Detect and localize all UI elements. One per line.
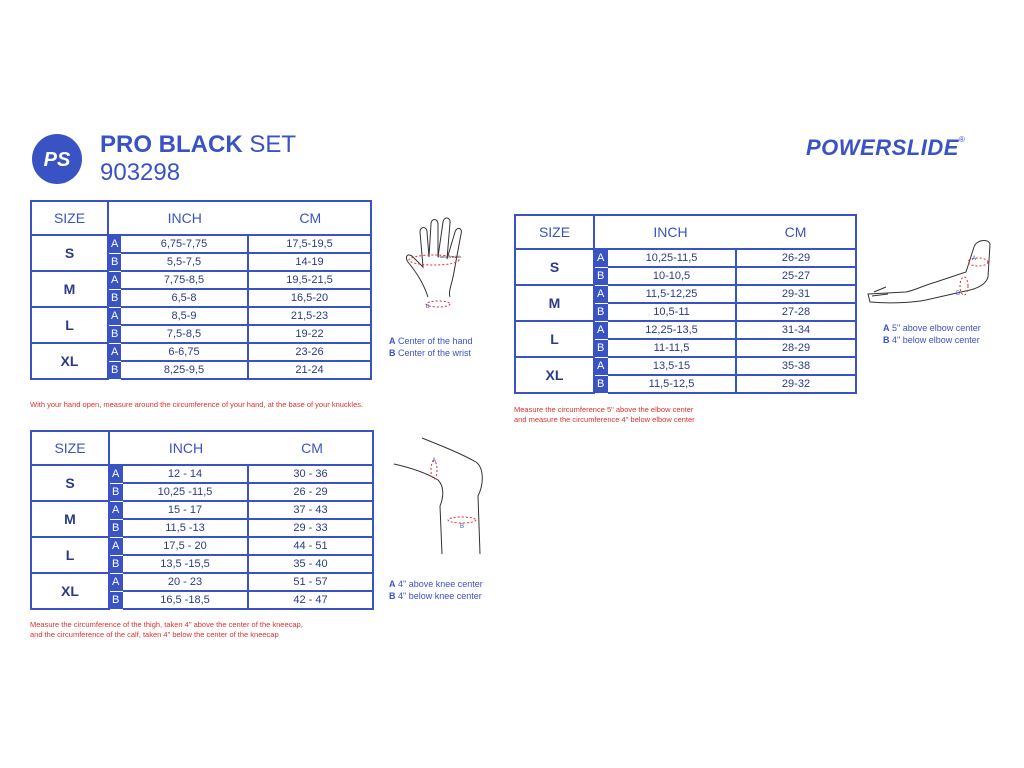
size-label: S: [31, 235, 108, 271]
table-row: [31, 307, 371, 325]
cm-column-header: CM: [301, 440, 323, 456]
measure-header-group: [594, 215, 856, 249]
table-header-row: [31, 431, 373, 465]
measure-point-letter: B: [594, 375, 608, 393]
inch-value: 12,25-13,5: [608, 321, 736, 339]
inch-value: 6,75-7,75: [121, 235, 248, 253]
cm-value: 29-31: [736, 285, 856, 303]
ps-logo-text: PS: [43, 149, 71, 171]
inch-value: 7,75-8,5: [121, 271, 248, 289]
size-column-header: SIZE: [31, 431, 109, 465]
size-label: M: [31, 501, 109, 537]
measure-point-letter: B: [108, 361, 121, 379]
size-label: L: [31, 537, 109, 573]
inch-value: 8,25-9,5: [121, 361, 248, 379]
measure-point-letter: B: [109, 483, 123, 501]
knee-diagram-label-b: B: [460, 524, 465, 530]
brand-logo: [806, 135, 965, 161]
elbow-note-line-2: and measure the circumference 4" below elbow center: [514, 415, 695, 424]
size-label: S: [31, 465, 109, 501]
cm-value: 17,5-19,5: [248, 235, 371, 253]
cm-value: 27-28: [736, 303, 856, 321]
cm-value: 44 - 51: [248, 537, 373, 555]
cm-value: 29 - 33: [248, 519, 373, 537]
measure-point-letter: B: [108, 289, 121, 307]
brand-name: POWERSLIDE: [806, 135, 959, 160]
product-title-rest: SET: [242, 131, 297, 158]
hand-illustration: [398, 212, 488, 317]
measure-point-letter: B: [108, 325, 121, 343]
cm-column-header: CM: [784, 224, 807, 240]
measure-point-letter: B: [108, 253, 121, 271]
inch-value: 10,25 -11,5: [123, 483, 248, 501]
inch-value: 15 - 17: [123, 501, 248, 519]
legend-letter: B: [389, 591, 396, 601]
wrist-measure-note: With your hand open, measure around the circumference of your hand, at the base of your knuckles.: [30, 400, 364, 409]
inch-value: 7,5-8,5: [121, 325, 248, 343]
inch-value: 6,5-8: [121, 289, 248, 307]
knee-legend-a: [389, 578, 483, 590]
cm-value: 35-38: [736, 357, 856, 375]
measure-header-group: [108, 201, 371, 235]
wrist-size-table: [30, 200, 372, 380]
measure-point-letter: A: [108, 343, 121, 361]
cm-value: 23-26: [248, 343, 371, 361]
product-title-bold: PRO BLACK: [100, 131, 243, 158]
table-header-row: [31, 201, 371, 235]
cm-value: 19,5-21,5: [248, 271, 371, 289]
measure-point-letter: A: [108, 307, 121, 325]
size-label: XL: [515, 357, 594, 393]
knee-legend-b: [389, 590, 483, 602]
arm-illustration: [866, 232, 1006, 312]
inch-value: 11,5 -13: [123, 519, 248, 537]
arm-diagram-label-b: B: [956, 291, 961, 297]
measure-point-letter: B: [109, 591, 123, 609]
inch-column-header: INCH: [168, 440, 204, 456]
size-label: L: [31, 307, 108, 343]
measure-point-letter: A: [594, 357, 608, 375]
measure-point-letter: B: [109, 519, 123, 537]
table-row: [515, 285, 856, 303]
table-row: [31, 465, 373, 483]
measure-point-letter: A: [594, 321, 608, 339]
inch-value: 20 - 23: [123, 573, 248, 591]
inch-value: 5,5-7,5: [121, 253, 248, 271]
cm-value: 26-29: [736, 249, 856, 267]
ps-logo: [32, 134, 82, 184]
cm-value: 31-34: [736, 321, 856, 339]
cm-value: 16,5-20: [248, 289, 371, 307]
size-label: XL: [31, 573, 109, 609]
measure-header-group: [109, 431, 373, 465]
inch-value: 6-6,75: [121, 343, 248, 361]
size-label: M: [515, 285, 594, 321]
measure-point-letter: A: [594, 249, 608, 267]
knee-measure-note: [30, 620, 390, 640]
table-row: [31, 573, 373, 591]
table-row: [31, 537, 373, 555]
size-label: M: [31, 271, 108, 307]
inch-value: 11,5-12,5: [608, 375, 736, 393]
legend-text: 4" above knee center: [395, 579, 483, 589]
inch-value: 10,5-11: [608, 303, 736, 321]
brand-registered-mark: ®: [958, 135, 966, 144]
size-label: L: [515, 321, 594, 357]
size-label: XL: [31, 343, 108, 379]
inch-value: 17,5 - 20: [123, 537, 248, 555]
hand-legend-b: [389, 347, 473, 359]
inch-value: 12 - 14: [123, 465, 248, 483]
cm-value: 37 - 43: [248, 501, 373, 519]
measure-point-letter: A: [109, 537, 123, 555]
legend-text: Center of the hand: [395, 336, 473, 346]
inch-value: 16,5 -18,5: [123, 591, 248, 609]
legend-text: 5" above elbow center: [889, 323, 981, 333]
product-code: 903298: [100, 159, 181, 186]
legend-letter: A: [389, 579, 396, 589]
table-row: [31, 343, 371, 361]
measure-point-letter: A: [109, 501, 123, 519]
inch-value: 13,5-15: [608, 357, 736, 375]
measure-point-letter: A: [108, 271, 121, 289]
legend-letter: A: [883, 323, 890, 333]
hand-diagram-label-a: Hand A width: [438, 254, 462, 259]
legend-letter: B: [389, 348, 396, 358]
size-column-header: SIZE: [31, 201, 108, 235]
size-column-header: SIZE: [515, 215, 594, 249]
knee-note-line-1: Measure the circumference of the thigh, taken 4" above the center of the kneecap,: [30, 620, 303, 629]
knee-note-line-2: and the circumference of the calf, taken 4" below the center of the kneecap: [30, 630, 279, 639]
inch-column-header: INCH: [167, 210, 202, 226]
hand-diagram-label-b: B: [426, 304, 430, 310]
table-row: [31, 501, 373, 519]
legend-letter: A: [389, 336, 396, 346]
cm-value: 51 - 57: [248, 573, 373, 591]
inch-value: 11,5-12,25: [608, 285, 736, 303]
table-row: [31, 271, 371, 289]
table-row: [515, 357, 856, 375]
legend-text: Center of the wrist: [395, 348, 472, 358]
arm-diagram-label-a: A: [972, 256, 977, 262]
measure-point-letter: A: [594, 285, 608, 303]
product-title: [100, 132, 296, 158]
elbow-legend-a: [883, 322, 981, 334]
elbow-legend: [883, 322, 981, 346]
measure-point-letter: B: [594, 339, 608, 357]
legend-text: 4" below knee center: [395, 591, 482, 601]
cm-value: 35 - 40: [248, 555, 373, 573]
cm-value: 19-22: [248, 325, 371, 343]
inch-value: 8,5-9: [121, 307, 248, 325]
inch-value: 13,5 -15,5: [123, 555, 248, 573]
table-row: [515, 249, 856, 267]
inch-column-header: INCH: [653, 224, 688, 240]
measure-point-letter: A: [109, 573, 123, 591]
legend-letter: B: [883, 335, 890, 345]
cm-value: 21,5-23: [248, 307, 371, 325]
inch-value: 10,25-11,5: [608, 249, 736, 267]
elbow-note-line-1: Measure the circumference 5" above the elbow center: [514, 405, 694, 414]
table-header-row: [515, 215, 856, 249]
cm-value: 42 - 47: [248, 591, 373, 609]
elbow-legend-b: [883, 334, 981, 346]
hand-legend: [389, 335, 473, 359]
inch-value: 10-10,5: [608, 267, 736, 285]
hand-legend-a: [389, 335, 473, 347]
elbow-size-table: [514, 214, 857, 394]
knee-legend: [389, 578, 483, 602]
measure-point-letter: B: [594, 303, 608, 321]
inch-value: 11-11,5: [608, 339, 736, 357]
size-label: S: [515, 249, 594, 285]
measure-point-letter: B: [109, 555, 123, 573]
cm-value: 14-19: [248, 253, 371, 271]
cm-value: 21-24: [248, 361, 371, 379]
measure-point-letter: B: [594, 267, 608, 285]
table-row: [515, 321, 856, 339]
cm-value: 26 - 29: [248, 483, 373, 501]
measure-point-letter: A: [109, 465, 123, 483]
legend-text: 4" below elbow center: [889, 335, 980, 345]
knee-illustration: [392, 434, 492, 559]
measure-point-letter: A: [108, 235, 121, 253]
cm-value: 29-32: [736, 375, 856, 393]
elbow-measure-note: [514, 405, 814, 425]
table-row: [31, 235, 371, 253]
cm-value: 30 - 36: [248, 465, 373, 483]
cm-value: 25-27: [736, 267, 856, 285]
knee-size-table: [30, 430, 374, 610]
cm-value: 28-29: [736, 339, 856, 357]
knee-diagram-label-a: A: [432, 458, 437, 464]
cm-column-header: CM: [299, 210, 322, 226]
